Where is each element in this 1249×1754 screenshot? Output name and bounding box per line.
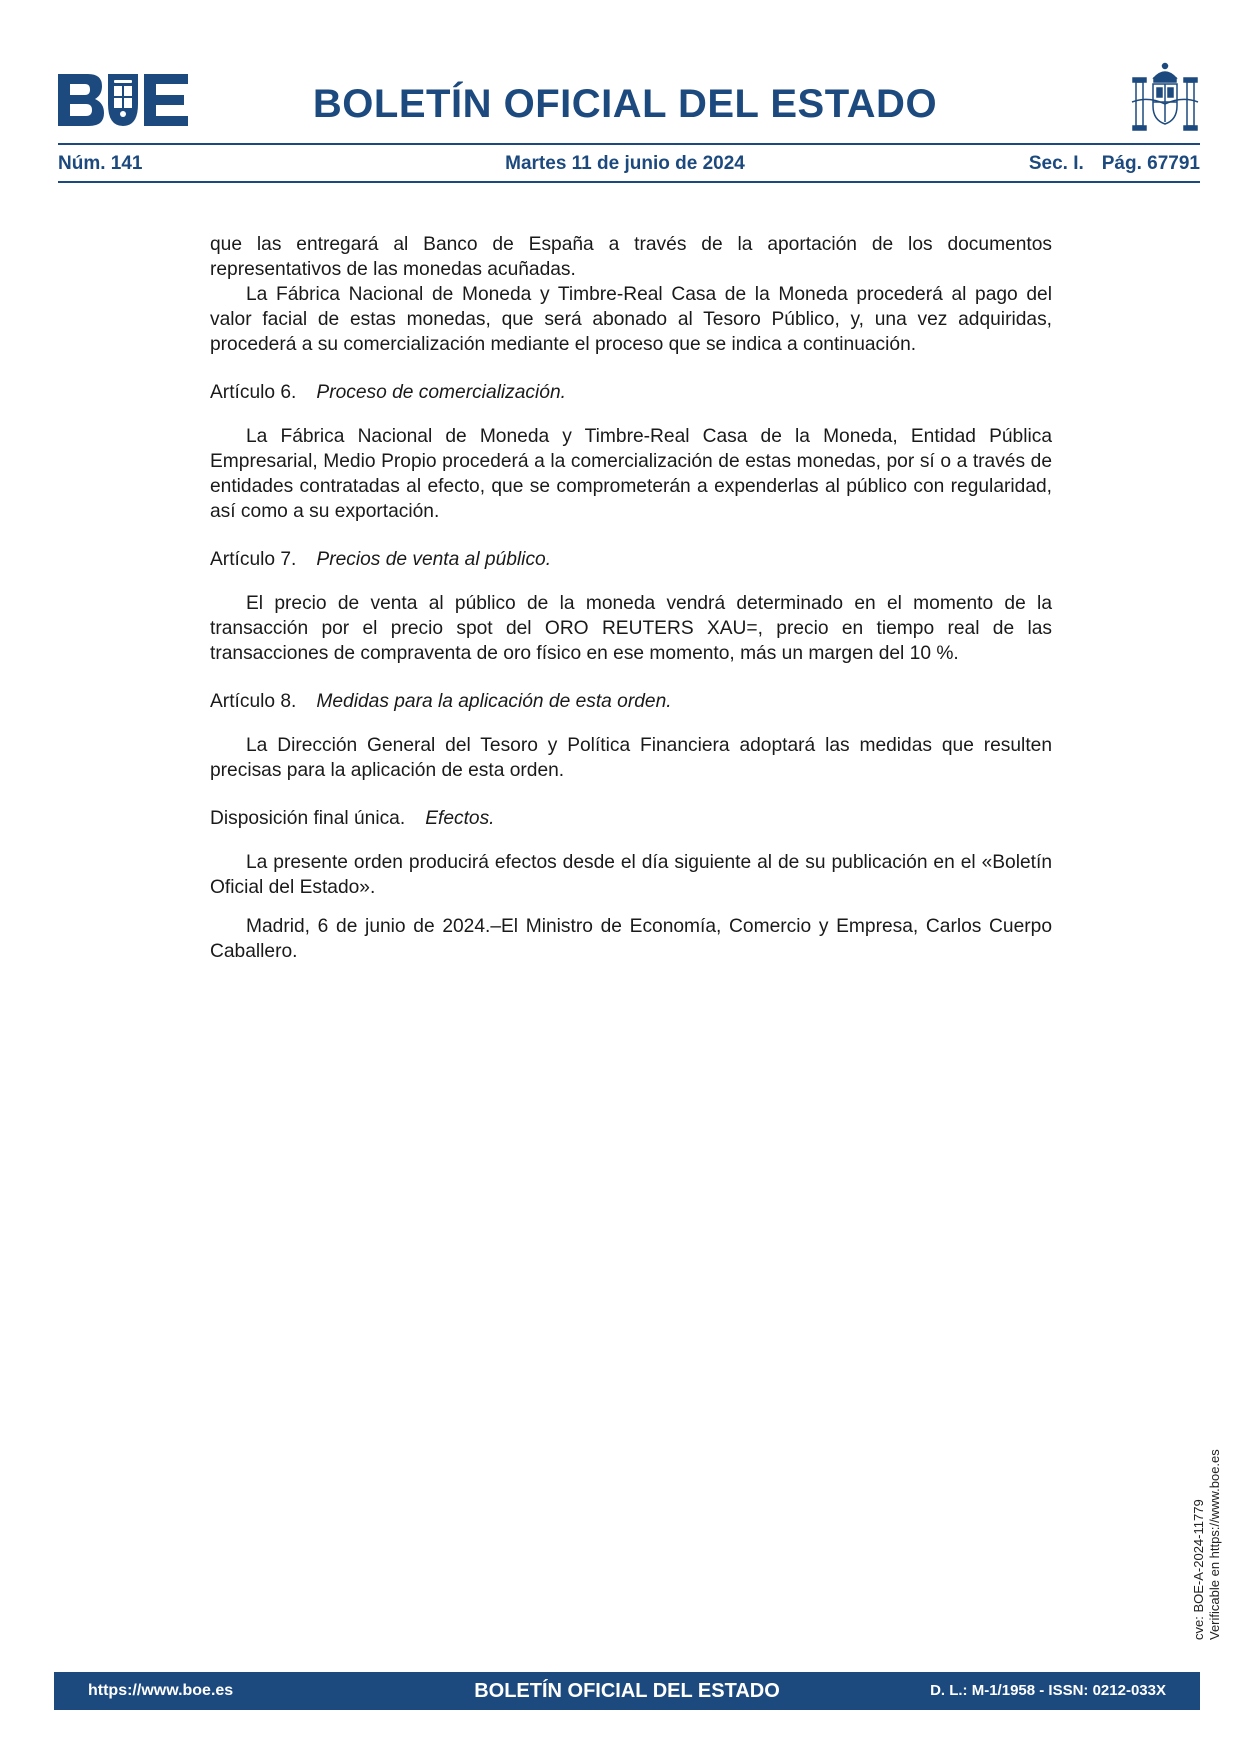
section-page [1029,152,1200,176]
footer-legal: D. L.: M-1/1958 - ISSN: 0212-033X [930,1682,1166,1699]
article-title: Medidas para la aplicación de esta orden. [316,691,672,712]
paragraph: La Dirección General del Tesoro y Política Financiera adoptará las medidas que resulten precisas para la aplicación de esta orden. [210,735,1052,781]
verify-url: Verificable en https://www.boe.es [1207,1449,1222,1640]
paragraph: La Fábrica Nacional de Moneda y Timbre-Real Casa de la Moneda procederá al pago del valor facial de estas monedas, que será abonado al Tesoro Público, y, una vez adquiridas, procederá a su comercialización mediante el proceso que se indica a continuación. [210,284,1052,355]
masthead-title: BOLETÍN OFICIAL DEL ESTADO [312,82,938,126]
issue-date: Martes 11 de junio de 2024 [505,153,745,174]
article-title: Proceso de comercialización. [316,382,566,403]
article-heading [210,380,1052,405]
section-label: Sec. I. [1028,153,1084,174]
article-number: Artículo 6. [210,382,297,403]
article-heading [210,689,1052,714]
paragraph: El precio de venta al público de la moneda vendrá determinado en el momento de la transacción por el precio spot del ORO REUTERS XAU=, precio en tiempo real de las transacciones de compraventa de oro físico en ese momento, más un margen del 10 %. [210,593,1052,664]
coat-of-arms-icon [1130,62,1200,136]
signature-paragraph: Madrid, 6 de junio de 2024.–El Ministro de Economía, Comercio y Empresa, Carlos Cuerpo Caballero. [210,916,1052,962]
article-title: Precios de venta al público. [316,549,552,570]
article-number: Artículo 8. [210,691,297,712]
issue-number: Núm. 141 [58,153,143,174]
document-body [210,232,1052,964]
paragraph: La presente orden producirá efectos desde el día siguiente al de su publicación en el «Boletín Oficial del Estado». [210,852,1052,898]
side-verification [1191,1449,1223,1640]
header-rule-top [58,143,1200,145]
footer-title: BOLETÍN OFICIAL DEL ESTADO [474,1680,780,1702]
article-number: Artículo 7. [210,549,297,570]
page-number: Pág. 67791 [1101,153,1200,174]
footer-url-link[interactable]: https://www.boe.es [88,1682,234,1699]
article-title: Efectos. [425,808,495,829]
header-rule-bottom [58,181,1200,183]
footer-bar [54,1672,1200,1710]
paragraph: que las entregará al Banco de España a través de la aportación de los documentos representativos de las monedas acuñadas. [210,234,1052,280]
boe-logo [58,74,188,126]
cve-code: cve: BOE-A-2024-11779 [1191,1499,1206,1640]
article-heading [210,806,1052,831]
article-number: Disposición final única. [210,808,406,829]
article-heading [210,547,1052,572]
paragraph: La Fábrica Nacional de Moneda y Timbre-Real Casa de la Moneda, Entidad Pública Empresarial, Medio Propio procederá a la comercialización de estas monedas, por sí o a través de entidades contratadas al efecto, que se comprometerán a expenderlas al público con regularidad, así como a su exportación. [210,426,1052,522]
